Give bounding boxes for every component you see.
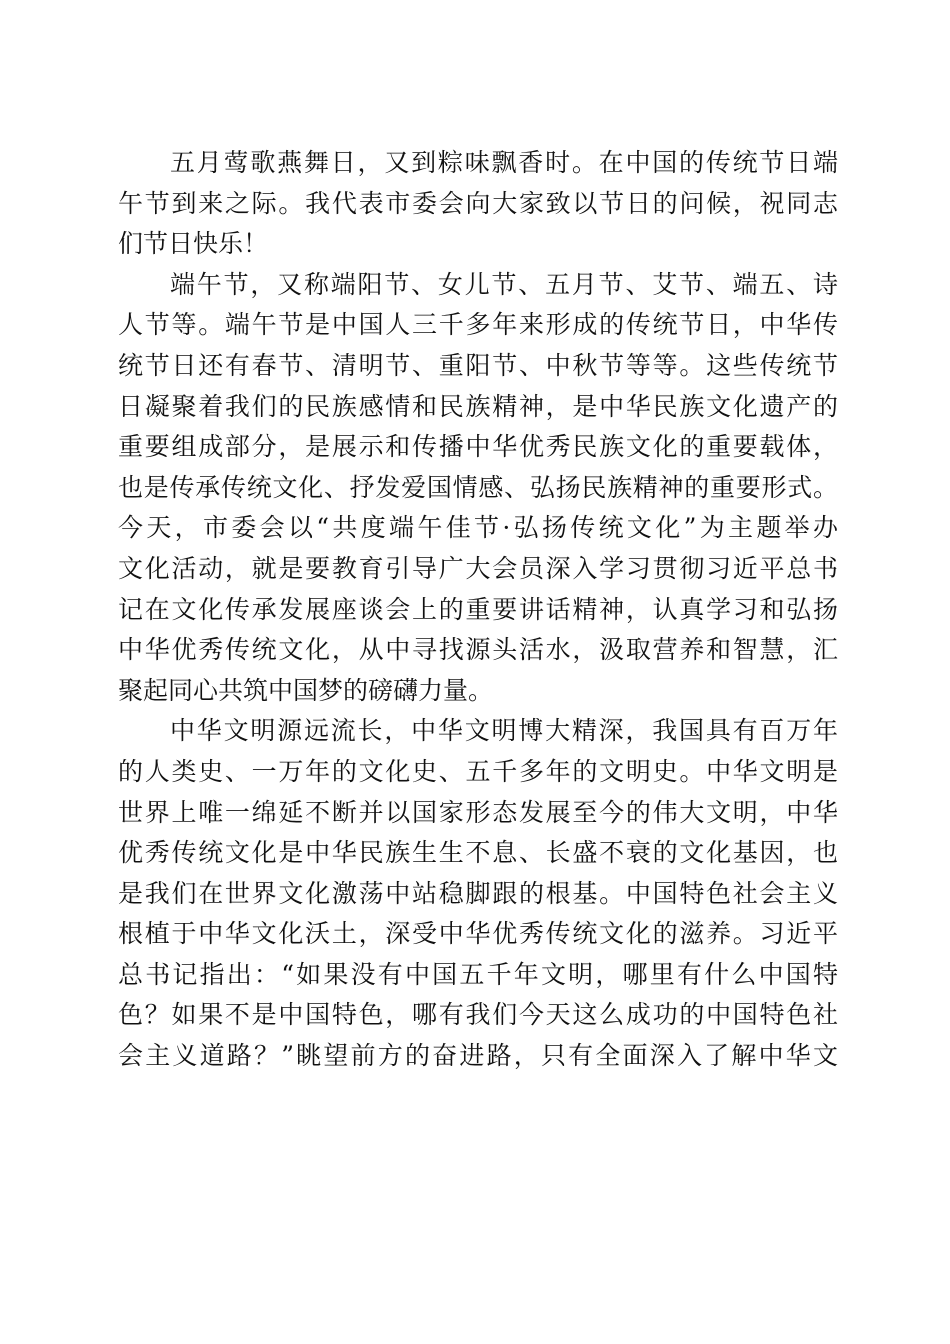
text-line: 是我们在世界文化激荡中站稳脚跟的根基。中国特色社会主义 bbox=[118, 878, 838, 908]
paragraph-greeting bbox=[118, 143, 838, 265]
text-line: 午节到来之际。我代表市委会向大家致以节日的问候，祝同志 bbox=[118, 188, 838, 218]
text-line: 中华文明源远流长，中华文明博大精深，我国具有百万年 bbox=[170, 716, 838, 746]
text-line: 中华优秀传统文化，从中寻找源头活水，汲取营养和智慧，汇 bbox=[118, 635, 838, 665]
text-line: 今天，市委会以“共度端午佳节·弘扬传统文化”为主题举办 bbox=[118, 513, 838, 543]
paragraph-chinese-civilization bbox=[118, 711, 838, 1076]
text-line: 聚起同心共筑中国梦的磅礴力量。 bbox=[118, 675, 494, 705]
text-line: 统节日还有春节、清明节、重阳节、中秋节等等。这些传统节 bbox=[118, 350, 838, 380]
document-body bbox=[118, 143, 838, 1077]
text-line: 会主义道路？”眺望前方的奋进路，只有全面深入了解中华文 bbox=[118, 1041, 838, 1071]
text-line: 根植于中华文化沃土，深受中华优秀传统文化的滋养。习近平 bbox=[118, 919, 838, 949]
text-line: 的人类史、一万年的文化史、五千多年的文明史。中华文明是 bbox=[118, 756, 838, 786]
text-line: 文化活动，就是要教育引导广大会员深入学习贯彻习近平总书 bbox=[118, 553, 838, 583]
text-line: 端午节，又称端阳节、女儿节、五月节、艾节、端五、诗 bbox=[170, 269, 838, 299]
text-line: 色？如果不是中国特色，哪有我们今天这么成功的中国特色社 bbox=[118, 1000, 838, 1030]
text-line: 日凝聚着我们的民族感情和民族精神，是中华民族文化遗产的 bbox=[118, 391, 838, 421]
text-line: 也是传承传统文化、抒发爱国情感、弘扬民族精神的重要形式。 bbox=[118, 472, 838, 502]
text-line: 记在文化传承发展座谈会上的重要讲话精神，认真学习和弘扬 bbox=[118, 594, 838, 624]
text-line: 们节日快乐！ bbox=[118, 229, 269, 259]
text-line: 优秀传统文化是中华民族生生不息、长盛不衰的文化基因，也 bbox=[118, 838, 838, 868]
text-line: 人节等。端午节是中国人三千多年来形成的传统节日，中华传 bbox=[118, 310, 838, 340]
paragraph-dragon-boat-festival bbox=[118, 265, 838, 712]
text-line: 五月莺歌燕舞日，又到粽味飘香时。在中国的传统节日端 bbox=[170, 148, 838, 177]
text-line: 世界上唯一绵延不断并以国家形态发展至今的伟大文明，中华 bbox=[118, 797, 838, 827]
text-line: 总书记指出：“如果没有中国五千年文明，哪里有什么中国特 bbox=[118, 959, 838, 989]
text-line: 重要组成部分，是展示和传播中华优秀民族文化的重要载体， bbox=[118, 432, 838, 462]
